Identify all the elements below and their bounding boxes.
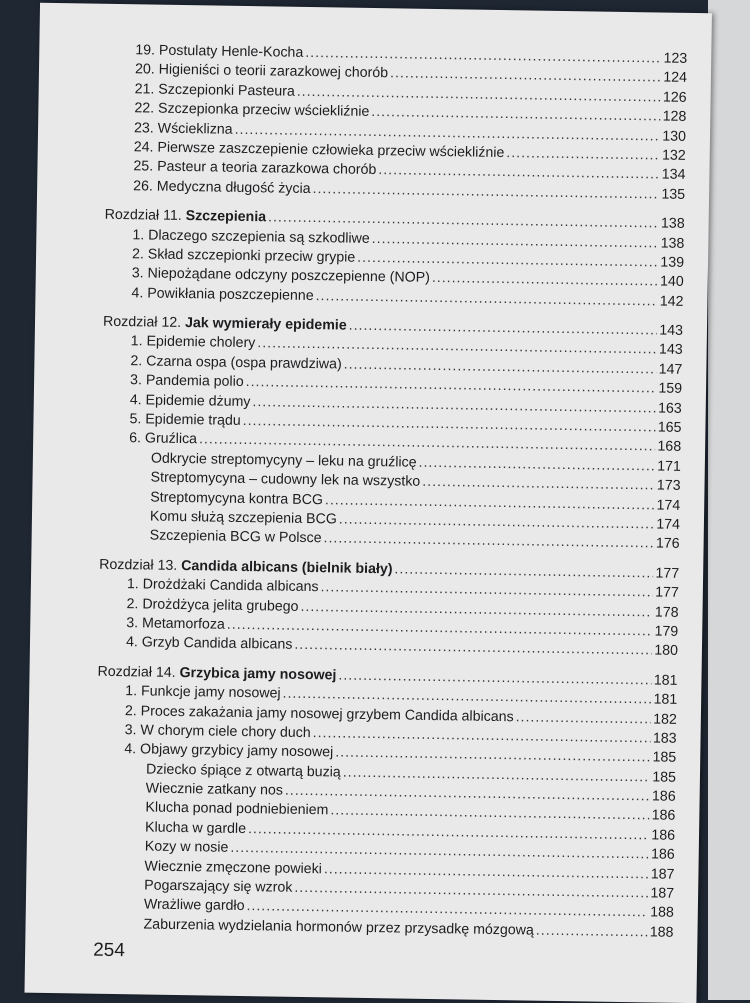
toc-page-number: 177	[655, 584, 679, 601]
toc-page-number: 134	[661, 166, 686, 184]
toc-page-number: 188	[650, 904, 674, 922]
toc-page-number: 176	[655, 535, 680, 553]
toc-entry-title: 3. Metamorfoza	[126, 615, 225, 633]
toc-page-number: 174	[656, 497, 681, 514]
toc-page-number: 143	[659, 322, 684, 339]
toc-entry-title: Kozy w nosie	[144, 838, 229, 857]
toc-entry-title: 4. Objawy grzybicy jamy nosowej	[124, 741, 334, 761]
toc-page-number: 130	[662, 128, 687, 145]
toc-entry-title: 20. Higieniści o teorii zarazkowej chorób	[134, 61, 389, 82]
toc-entry-title: 4. Grzyb Candida albicans	[125, 634, 293, 654]
dot-leader	[390, 66, 661, 86]
toc-page-number: 124	[663, 69, 688, 87]
toc-entry-title: Szczepienia BCG w Polsce	[149, 527, 322, 547]
toc-entry-title: Pogarszający się wzrok	[144, 877, 293, 896]
toc-page-number: 181	[653, 672, 678, 689]
dot-leader	[422, 474, 655, 494]
toc-entry-title: 24. Pierwsze zaszczepienie człowieka przeciw wściekliźnie	[133, 139, 505, 161]
adjacent-page-edge	[708, 0, 750, 1000]
toc-entry-title: Wiecznie zmęczone powieki	[144, 858, 323, 877]
toc-chapter-heading	[105, 207, 267, 226]
dot-leader	[371, 104, 660, 125]
toc-page-number: 182	[653, 710, 677, 728]
toc-entry-title: 21. Szczepionki Pasteura	[134, 81, 295, 100]
toc-chapter-heading	[97, 663, 336, 683]
toc-entry-title: Klucha w gardle	[144, 819, 247, 837]
toc-entry-title: 1. Dlaczego szczepienia są szkodliwe	[132, 226, 370, 247]
dot-leader	[268, 209, 659, 231]
toc-entry-title: Streptomycyna – cudowny lek na wszystko	[150, 469, 421, 490]
toc-entry-title: 2. Czarna ospa (ospa prawdziwa)	[130, 353, 342, 373]
toc-entry-title: 3. Pandemia polio	[129, 372, 244, 391]
toc-page-number: 174	[656, 516, 681, 533]
toc-entry-title: 4. Powikłania poszczepienne	[131, 284, 314, 304]
toc-page-number: 183	[652, 730, 677, 747]
toc-entry-title: Wiecznie zatkany nos	[145, 780, 284, 799]
toc-page-number: 186	[651, 788, 676, 805]
toc-entry-title: Streptomycyna kontra BCG	[150, 489, 324, 508]
dot-leader	[378, 162, 659, 182]
dot-leader	[418, 455, 654, 475]
chapter-title: Candida albicans (bielnik biały)	[181, 557, 393, 578]
dot-leader	[516, 709, 651, 727]
toc-entry-title: Odkrycie streptomycyny – leku na gruźlicę	[150, 450, 417, 471]
toc-entry-title: 25. Pasteur a teoria zarazkowa chorób	[133, 158, 377, 179]
chapter-title: Szczepienia	[185, 208, 267, 226]
page-number: 254	[93, 939, 126, 962]
chapter-prefix: Rozdział 13.	[99, 556, 182, 574]
toc-page-number: 159	[658, 380, 683, 398]
toc-entry-title: 3. Niepożądane odczyny poszczepienne (NOP)	[131, 265, 430, 287]
dot-leader	[372, 230, 659, 251]
toc-page-number: 126	[662, 89, 687, 106]
toc-page-number: 143	[658, 341, 683, 359]
table-of-contents	[93, 42, 687, 944]
toc-page-number: 187	[650, 866, 675, 883]
toc-page-number: 180	[654, 642, 679, 660]
toc-page-number: 173	[656, 477, 681, 495]
dot-leader	[357, 250, 658, 271]
chapter-title: Jak wymierały epidemie	[184, 315, 347, 334]
toc-entry-title: 4. Epidemie dżumy	[129, 391, 251, 410]
toc-page-number: 186	[650, 846, 675, 864]
toc-entry-title: 3. W chorym ciele chory duch	[124, 722, 311, 741]
toc-entry-title: 23. Wścieklizna	[133, 119, 233, 138]
toc-entry-title: Zaburzenia wydzielania hormonów przez przysadkę mózgową	[143, 916, 535, 939]
dot-leader	[536, 922, 648, 940]
chapter-prefix: Rozdział 12.	[102, 313, 186, 332]
dot-leader	[506, 145, 660, 163]
toc-entry-title: Klucha ponad podniebieniem	[145, 799, 329, 819]
toc-entry-title: 22. Szczepionka przeciw wściekliźnie	[134, 100, 370, 121]
chapter-prefix: Rozdział 14.	[97, 663, 180, 681]
dot-leader	[305, 45, 661, 67]
book-page	[24, 3, 711, 1003]
toc-page-number: 177	[655, 565, 680, 582]
toc-page-number: 147	[658, 361, 683, 378]
toc-page-number: 186	[651, 827, 676, 844]
toc-entry-title: Wrażliwe gardło	[143, 896, 245, 915]
toc-page-number: 138	[660, 215, 685, 232]
toc-page-number: 139	[660, 254, 685, 271]
toc-page-number: 132	[661, 147, 686, 164]
toc-entry-title: 2. Skład szczepionki przeciw grypie	[131, 246, 356, 266]
toc-entry-title: 6. Gruźlica	[129, 430, 198, 448]
dot-leader	[338, 667, 651, 688]
chapter-title: Grzybica jamy nosowej	[179, 664, 337, 684]
toc-page-number: 165	[657, 419, 682, 436]
toc-entry-title: Komu służą szczepienia BCG	[149, 508, 337, 528]
toc-page-number: 179	[654, 623, 679, 640]
dot-leader	[349, 318, 658, 339]
toc-chapter-heading	[103, 314, 347, 334]
toc-page-number: 187	[650, 885, 675, 902]
toc-page-number: 142	[659, 293, 684, 310]
toc-page-number: 138	[660, 235, 685, 252]
toc-page-number: 128	[662, 108, 687, 126]
toc-entry-title: 1. Funkcje jamy nosowej	[125, 683, 281, 702]
dot-leader	[394, 561, 653, 581]
toc-page-number: 188	[649, 924, 674, 941]
toc-chapter-heading	[99, 556, 393, 577]
toc-page-number: 163	[657, 400, 682, 417]
toc-entry-title: 1. Epidemie cholery	[130, 333, 256, 352]
toc-page-number: 185	[652, 769, 677, 786]
toc-entry-title: 5. Epidemie trądu	[129, 411, 241, 429]
toc-page-number: 135	[661, 186, 686, 203]
toc-entry-title: 1. Drożdżaki Candida albicans	[126, 576, 319, 596]
toc-page-number: 123	[663, 50, 688, 67]
toc-page-number: 185	[652, 749, 677, 767]
toc-entry-title: 19. Postulaty Henle-Kocha	[135, 42, 304, 61]
toc-page-number: 171	[657, 458, 681, 475]
toc-page-number: 140	[659, 273, 684, 291]
toc-page-number: 178	[654, 604, 679, 621]
chapter-prefix: Rozdział 11.	[104, 206, 186, 225]
dot-leader	[343, 764, 650, 785]
toc-entry-title: 26. Medyczna długość życia	[133, 177, 311, 197]
toc-page-number: 186	[651, 807, 676, 825]
toc-entry-title: 2. Proces zakażania jamy nosowej grzybem Candida albicans	[124, 702, 514, 725]
toc-page-number: 181	[653, 691, 678, 708]
toc-page-number: 168	[657, 438, 682, 456]
toc-entry-title: 2. Drożdżyca jelita grubego	[126, 595, 299, 615]
dot-leader	[432, 270, 658, 290]
toc-entry-title: Dziecko śpiące z otwartą buzią	[145, 761, 341, 781]
